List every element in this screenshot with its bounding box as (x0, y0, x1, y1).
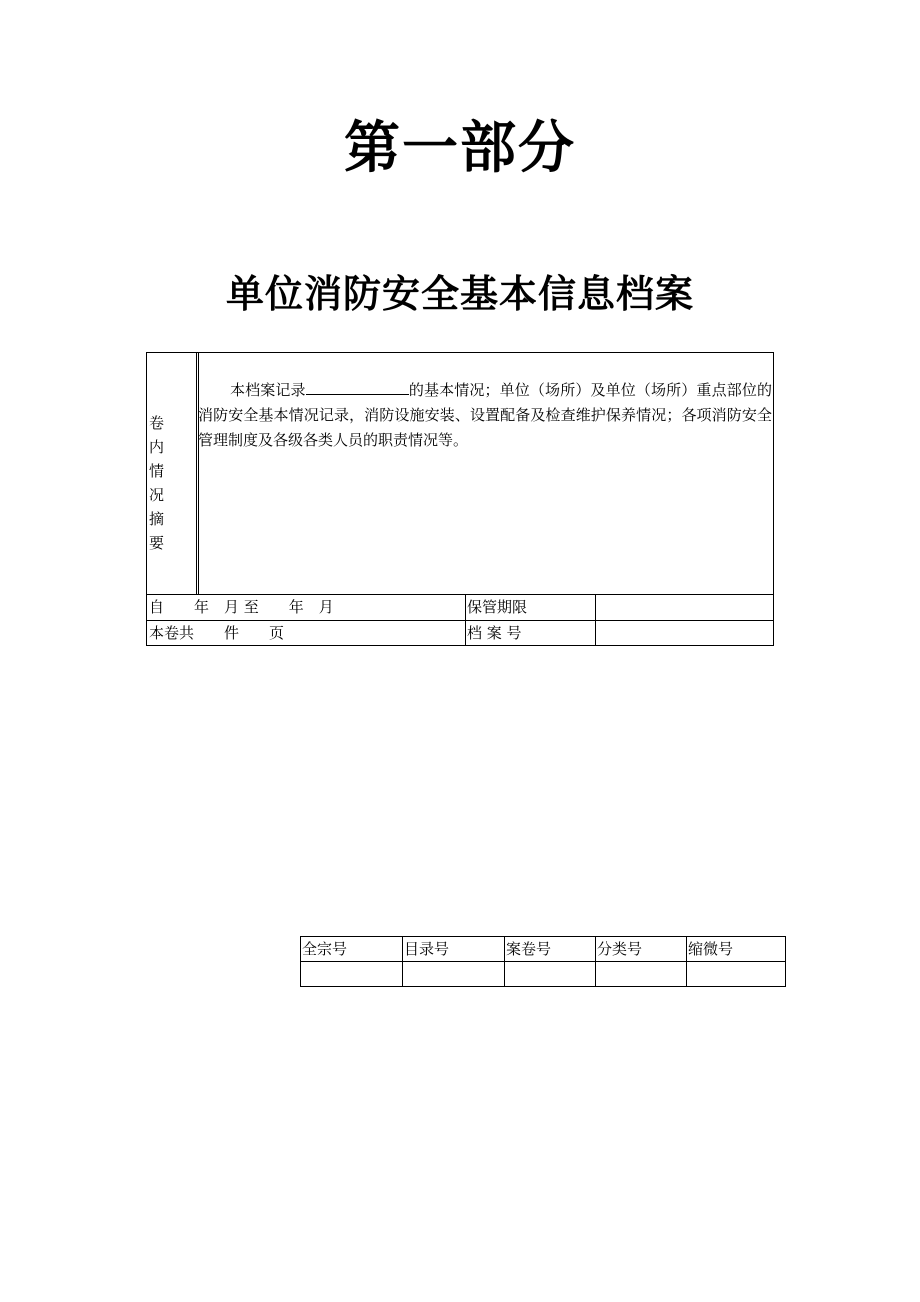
code-value-fonds[interactable] (301, 962, 403, 987)
part-title: 第一部分 (344, 115, 576, 181)
code-value-file[interactable] (505, 962, 596, 987)
document-title: 单位消防安全基本信息档案 (225, 271, 694, 316)
code-value-microfilm[interactable] (687, 962, 786, 987)
code-header-class: 分类号 (596, 937, 687, 962)
code-header-file: 案卷号 (505, 937, 596, 962)
side-divider (196, 353, 197, 594)
code-header-row (301, 937, 786, 962)
side-label-char: 要 (149, 534, 165, 552)
code-value-catalog[interactable] (403, 962, 505, 987)
side-label-char: 况 (149, 486, 165, 504)
side-label-char: 摘 (149, 510, 165, 528)
code-header-catalog: 目录号 (403, 937, 505, 962)
summary-text (198, 378, 772, 453)
archive-code-table (300, 936, 786, 987)
col-divider-1 (465, 594, 466, 645)
summary-body: 的基本情况；单位（场所）及单位（场所）重点部位的消防安全基本情况记录，消防设施安装、设置配备及检查维护保养情况；各项消防安全管理制度及各级各类人员的职责情况等。 (198, 381, 772, 449)
side-label-char: 内 (149, 438, 165, 456)
unit-name-blank[interactable] (306, 380, 409, 395)
retention-label: 保管期限 (467, 598, 528, 616)
code-value-class[interactable] (596, 962, 687, 987)
side-label-char: 卷 (149, 414, 165, 432)
code-header-fonds: 全宗号 (301, 937, 403, 962)
code-header-microfilm: 缩微号 (687, 937, 786, 962)
summary-lead: 本档案记录 (230, 381, 306, 399)
col-divider-2 (595, 594, 596, 645)
code-value-row (301, 962, 786, 987)
side-label-char: 情 (149, 462, 165, 480)
record-table (146, 352, 774, 646)
volume-count: 本卷共 件 页 (149, 624, 285, 642)
date-range: 自 年 月 至 年 月 (149, 598, 334, 616)
summary-side-label (147, 411, 195, 555)
archive-no-label: 档 案 号 (467, 624, 522, 642)
